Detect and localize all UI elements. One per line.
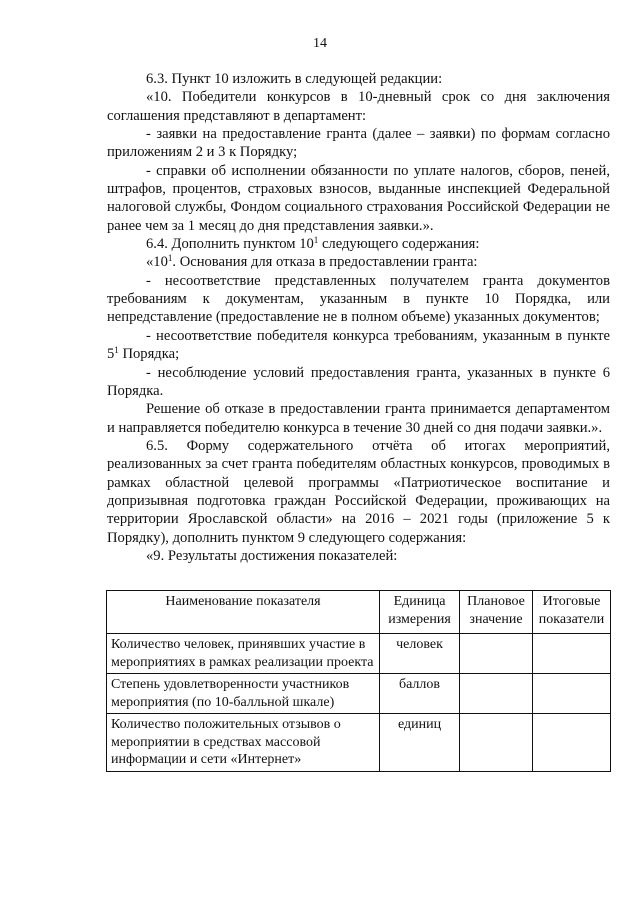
indicator-unit: человек xyxy=(380,634,460,674)
paragraph-text: «10 xyxy=(146,254,168,271)
paragraph-text: 6.4. Дополнить пунктом 10 xyxy=(146,236,314,253)
superscript: 1 xyxy=(167,253,173,264)
superscript: 1 xyxy=(114,345,119,356)
indicator-unit: единиц xyxy=(380,714,460,772)
actual-value xyxy=(533,674,611,714)
superscript: 1 xyxy=(313,235,319,246)
paragraph-text: Порядка; xyxy=(118,346,180,363)
planned-value xyxy=(460,714,533,772)
paragraph xyxy=(107,253,610,271)
actual-value xyxy=(533,634,611,674)
paragraph: - заявки на предоставление гранта (далее – заявки) по формам согласно приложениям 2 и 3 к Порядку; xyxy=(107,126,610,161)
indicator-name: Количество положительных отзывов о мероприятии в средствах массовой информации и сети «Интернет» xyxy=(107,714,380,772)
paragraph: «9. Результаты достижения показателей: xyxy=(146,547,398,564)
planned-value xyxy=(460,634,533,674)
paragraph: 6.5. Форму содержательного отчёта об итогах мероприятий, реализованных за счет гранта победителям областных конкурсов, проводимых в рамках областной целевой программы «Патриотическое воспитание и допризывная подготовка граждан Российской Федерации, проживающих на территории Ярославской области» на 2016 – 2021 годы (приложение 5 к Порядку), дополнить пунктом 9 следующего содержания: xyxy=(107,437,610,546)
indicators-table xyxy=(106,590,611,772)
table-row xyxy=(107,714,611,772)
paragraph-text: . Основания для отказа в предоставлении гранта: xyxy=(172,254,478,271)
actual-value xyxy=(533,714,611,772)
paragraph: - справки об исполнении обязанности по уплате налогов, сборов, пеней, штрафов, процентов, страховых взносов, выданные инспекцией Федеральной налоговой службы, Фондом социального страхования Российской Федерации не ранее чем за 1 месяц до дня представления заявки.». xyxy=(107,162,610,234)
table-row xyxy=(107,634,611,674)
paragraph: - несоответствие представленных получателем гранта документов требованиям к документам, указанным в пункте 10 Порядка, или непредставление (предоставление не в полном объеме) указанных документов; xyxy=(107,272,610,326)
indicator-name: Степень удовлетворенности участников мероприятия (по 10-балльной шкале) xyxy=(107,674,380,714)
page-number: 14 xyxy=(313,36,327,51)
column-header-planned: Плановое значение xyxy=(460,591,533,634)
document-body xyxy=(107,70,610,565)
paragraph: Решение об отказе в предоставлении гранта принимается департаментом и направляется победителю конкурса в течение 30 дней со дня подачи заявки.». xyxy=(107,401,610,436)
indicator-unit: баллов xyxy=(380,674,460,714)
paragraph-text: - несоответствие победителя конкурса требованиям, указанным в пункте 5 xyxy=(107,327,610,363)
indicator-name: Количество человек, принявших участие в мероприятиях в рамках реализации проекта xyxy=(107,634,380,674)
planned-value xyxy=(460,674,533,714)
paragraph xyxy=(107,327,610,364)
paragraph: - несоблюдение условий предоставления гранта, указанных в пункте 6 Порядка. xyxy=(107,364,610,399)
table-header-row xyxy=(107,591,611,634)
paragraph: «10. Победители конкурсов в 10-дневный срок со дня заключения соглашения представляют в департамент: xyxy=(107,89,610,124)
paragraph xyxy=(107,235,610,253)
paragraph: 6.3. Пункт 10 изложить в следующей редакции: xyxy=(146,71,443,87)
table-row xyxy=(107,674,611,714)
paragraph-text: следующего содержания: xyxy=(318,236,480,253)
column-header-unit: Единица измерения xyxy=(380,591,460,634)
column-header-actual: Итоговые показатели xyxy=(533,591,611,634)
column-header-name: Наименование показателя xyxy=(107,591,380,634)
